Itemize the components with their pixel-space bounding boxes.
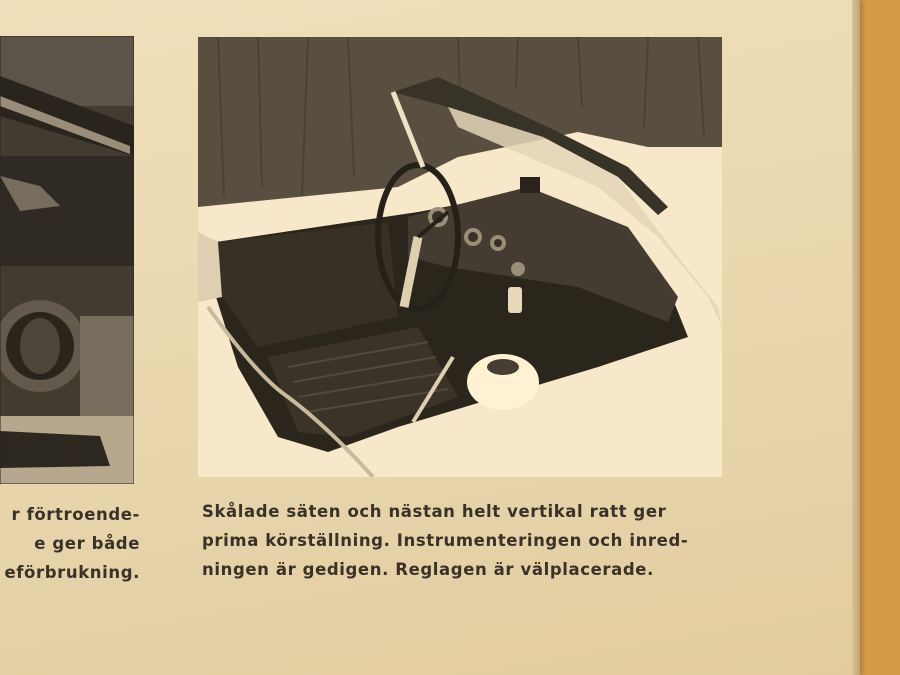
left-caption-line: eförbrukning. <box>4 563 140 582</box>
page-edge <box>852 0 860 675</box>
main-caption-line: ningen är gedigen. Reglagen är välplacerade. <box>202 560 654 579</box>
left-caption-line: e ger både <box>34 534 140 553</box>
left-photo-engine-bay <box>0 36 134 484</box>
left-photo-caption <box>0 500 140 587</box>
main-photo-caption <box>202 497 727 584</box>
main-caption-line: Skålade säten och nästan helt vertikal ratt ger <box>202 502 667 521</box>
left-caption-line: r förtroende- <box>11 505 140 524</box>
main-caption-line: prima körställning. Instrumenteringen och inred- <box>202 531 689 550</box>
main-photo-car-cockpit <box>198 37 722 477</box>
car-cockpit-illustration <box>198 37 722 477</box>
engine-bay-illustration <box>0 36 134 484</box>
